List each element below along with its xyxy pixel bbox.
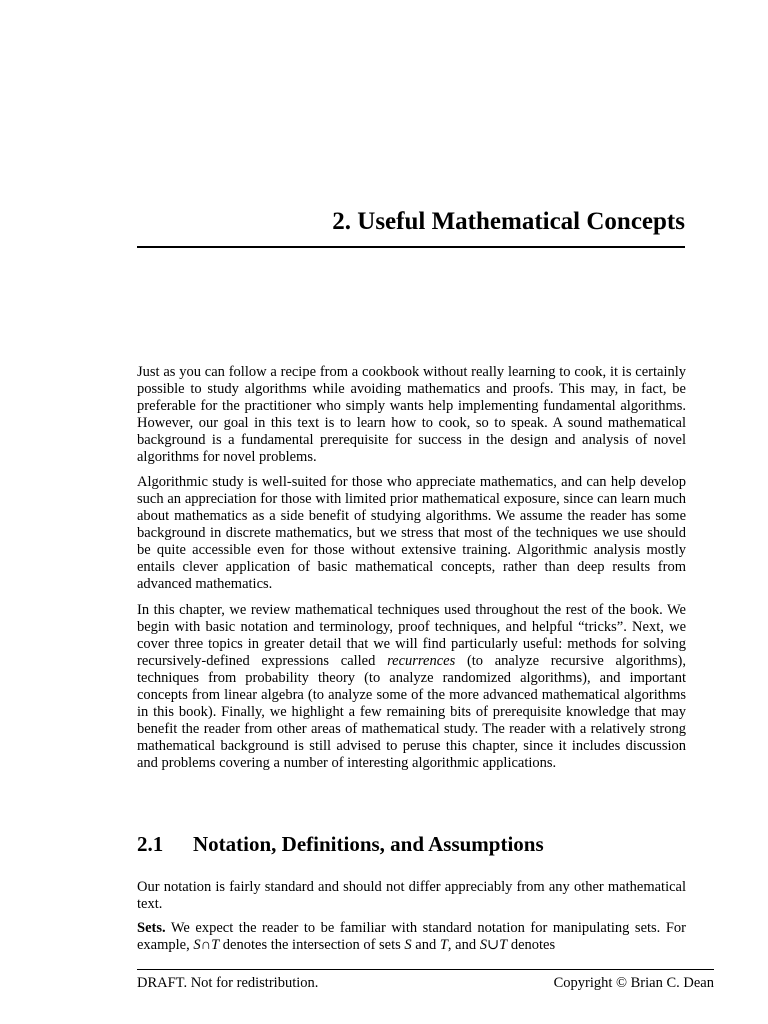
sets-text-1: We expect the reader to be familiar with standard notation for manipulating sets. For example, <box>137 920 686 953</box>
footer-rule <box>137 969 714 970</box>
sets-text-3: and <box>411 937 440 953</box>
notation-paragraph-text: Our notation is fairly standard and should not differ appreciably from any other mathematical text. <box>137 879 686 912</box>
intro-paragraph-3-text-a: In this chapter, we review mathematical techniques used throughout the rest of the book. We begin with basic notation and terminology, proof techniques, and helpful “tricks”. Next, we cover three topics in greater detail that we will find particularly useful: methods for solving recursively-defined expressions called <box>137 602 686 669</box>
set-s: S <box>404 937 412 953</box>
intro-paragraph-3-text-b: (to analyze recursive algorithms), techniques from probability theory (to analyze randomized algorithms), and important concepts from linear algebra (to analyze some of the more advanced mathematical algorithms in this book). Finally, we highlight a few remaining bits of prerequisite knowledge that may benefit the reader from other areas of mathematical study. The reader with a relatively strong mathematical background is still advised to peruse this chapter, since it includes discussion and problems covering a number of interesting algorithmic applications. <box>137 653 686 771</box>
intersection-expr: S∩T <box>193 937 220 953</box>
sets-paragraph <box>137 920 686 954</box>
sets-text-5: denotes <box>507 937 556 953</box>
intro-paragraph-2-text: Algorithmic study is well-suited for those who appreciate mathematics, and can help develop such an appreciation for those with limited prior mathematical exposure, since can learn much about mathematics as a side benefit of studying algorithms. We assume the reader has some background in discrete mathematics, but we stress that most of the techniques we use should be quite accessible even for those without extensive training. Algorithmic analysis mostly entails clever application of basic mathematical concepts, rather than deep results from advanced mathematics. <box>137 474 686 592</box>
set-t: T <box>439 937 448 953</box>
intro-paragraph-1-text: Just as you can follow a recipe from a cookbook without really learning to cook, it is certainly possible to study algorithms while avoiding mathematics and proofs. This may, in fact, be preferable for the practitioner who simply wants help implementing fundamental algorithms. However, our goal in this text is to learn how to cook, so to speak. A sound mathematical background is a fundamental prerequisite for success in the design and analysis of novel algorithms for novel problems. <box>137 364 686 465</box>
section-heading <box>137 828 544 860</box>
recurrences-term: recurrences <box>387 653 456 669</box>
intro-paragraph-3 <box>137 602 686 772</box>
footer-draft-notice: DRAFT. Not for redistribution. <box>137 975 319 991</box>
section-title: Notation, Definitions, and Assumptions <box>193 832 544 856</box>
chapter-title: 2. Useful Mathematical Concepts <box>332 208 685 235</box>
sets-text-4: , and <box>447 937 480 953</box>
intro-paragraph-1 <box>137 364 686 466</box>
intro-paragraph-2 <box>137 474 686 593</box>
notation-paragraph <box>137 879 686 913</box>
section-number: 2.1 <box>137 832 164 856</box>
chapter-title-rule <box>137 246 685 248</box>
sets-text-2: denotes the intersection of sets <box>219 937 405 953</box>
sets-lead: Sets. <box>137 920 166 936</box>
union-expr: S∪T <box>479 937 508 953</box>
footer-copyright: Copyright © Brian C. Dean <box>553 975 714 991</box>
